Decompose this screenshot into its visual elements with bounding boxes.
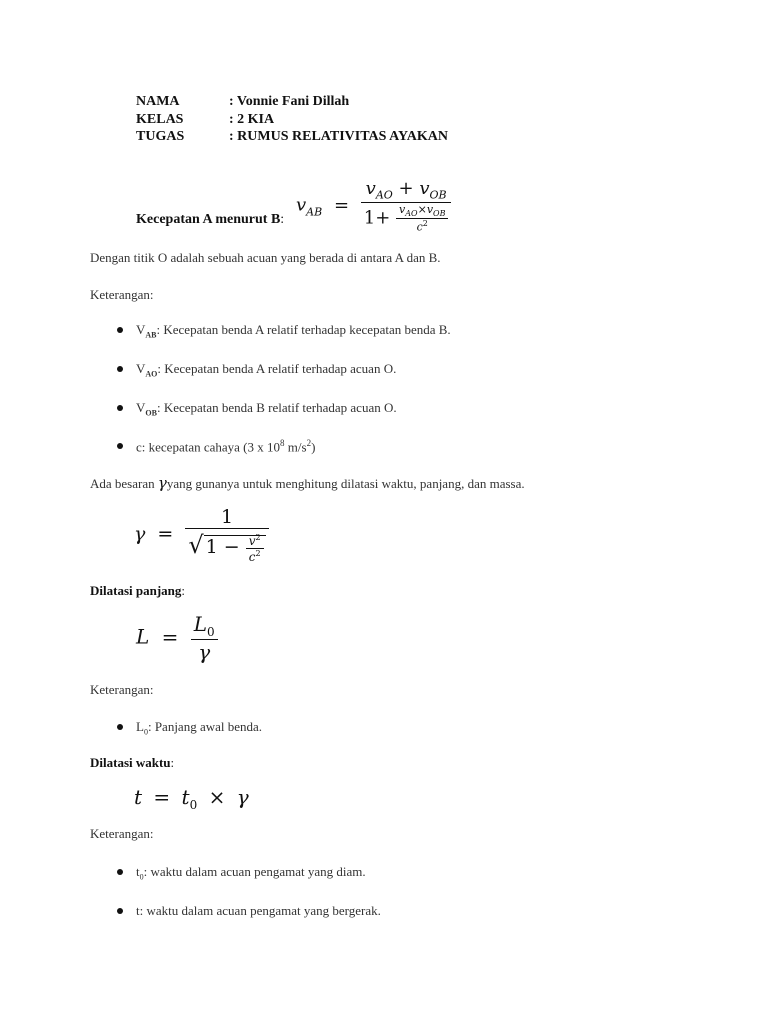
light-speed-exp: 8 — [280, 438, 285, 448]
bullet-text: : waktu dalam acuan pengamat yang diam. — [143, 864, 366, 879]
time-heading-text: Dilatasi waktu — [90, 755, 171, 770]
time-dilation-heading — [90, 755, 174, 771]
bullet-dot — [117, 327, 123, 333]
bullet-t — [136, 903, 381, 919]
velocity-addition-formula: $v_{AB}$ = $v_{AO} + v_{OB}$ 1+ $\frac{v_{AO}\times v_{OB}}{c^2}$ — [296, 178, 451, 233]
bullet-dot — [117, 724, 123, 730]
header-label-tugas: TUGAS — [136, 129, 185, 144]
bullet-vab — [136, 322, 451, 340]
bullet-symbol: t — [136, 903, 140, 918]
bullet-dot — [117, 405, 123, 411]
keterangan-label-2: Keterangan: — [90, 682, 154, 697]
header-value-kelas: : 2 KIA — [229, 112, 275, 127]
bullet-symbol: V — [136, 322, 146, 337]
gamma-sentence-post: yang gunanya untuk menghitung dilatasi waktu, panjang, dan massa. — [166, 476, 525, 491]
bullet-vao — [136, 361, 396, 379]
lorentz-factor-formula: γ = 1 √ 1 − $\frac{v^2}{c^2}$ — [134, 506, 269, 564]
keterangan-label-1: Keterangan: — [90, 287, 154, 302]
light-speed-exp2: 2 — [306, 438, 312, 448]
time-heading-colon: : — [170, 755, 175, 770]
bullet-subscript: 0 — [143, 727, 148, 737]
bullet-subscript: 0 — [139, 872, 144, 882]
light-speed-pre: c: kecepatan cahaya (3 x 10 — [136, 439, 281, 455]
bullet-dot — [117, 908, 123, 914]
light-speed-post: ) — [311, 439, 316, 455]
light-speed-unit: m/s — [284, 439, 307, 455]
length-heading-colon: : — [181, 583, 186, 598]
length-dilation-formula: L = $\frac{L_0}{\gamma}$ — [136, 612, 218, 664]
bullet-text: : Kecepatan benda A relatif terhadap acuan O. — [157, 361, 397, 376]
sqrt-icon: √ — [188, 531, 204, 559]
header-label-kelas: KELAS — [136, 112, 184, 127]
intro-paragraph: Dengan titik O adalah sebuah acuan yang berada di antara A dan B. — [90, 250, 441, 265]
bullet-dot — [117, 869, 123, 875]
header-value-nama: : Vonnie Fani Dillah — [229, 94, 350, 109]
bullet-dot — [117, 443, 123, 449]
header-label-nama: NAMA — [136, 94, 180, 109]
bullet-l0 — [136, 719, 262, 737]
keterangan-label-3: Keterangan: — [90, 826, 154, 841]
bullet-symbol: V — [136, 361, 146, 376]
velocity-heading — [136, 212, 284, 228]
bullet-symbol: t — [136, 864, 140, 879]
bullet-text: : Kecepatan benda B relatif terhadap acuan O. — [156, 400, 397, 415]
bullet-text: : Panjang awal benda. — [147, 719, 263, 734]
time-dilation-formula: $t = t_0 \times \gamma$ — [134, 785, 249, 812]
header-value-tugas: : RUMUS RELATIVITAS AYAKAN — [229, 129, 448, 144]
velocity-heading-text: Kecepatan A menurut B — [136, 212, 281, 227]
bullet-subscript: OB — [145, 408, 157, 418]
bullet-text: : waktu dalam acuan pengamat yang bergerak. — [139, 903, 381, 918]
bullet-symbol: L — [136, 719, 144, 734]
length-dilation-heading — [90, 583, 185, 599]
gamma-sentence — [90, 474, 525, 492]
gamma-sentence-pre: Ada besaran — [90, 476, 158, 491]
velocity-heading-colon: : — [280, 212, 285, 227]
bullet-symbol: V — [136, 400, 146, 415]
gamma-symbol: γ — [157, 474, 167, 492]
bullet-t0 — [136, 864, 366, 882]
length-heading-text: Dilatasi panjang — [90, 583, 182, 598]
bullet-subscript: AO — [145, 369, 158, 379]
bullet-light-speed — [136, 438, 315, 455]
bullet-text: : Kecepatan benda A relatif terhadap kecepatan benda B. — [156, 322, 451, 337]
bullet-subscript: AB — [145, 330, 157, 340]
bullet-vob — [136, 400, 397, 418]
bullet-dot — [117, 366, 123, 372]
